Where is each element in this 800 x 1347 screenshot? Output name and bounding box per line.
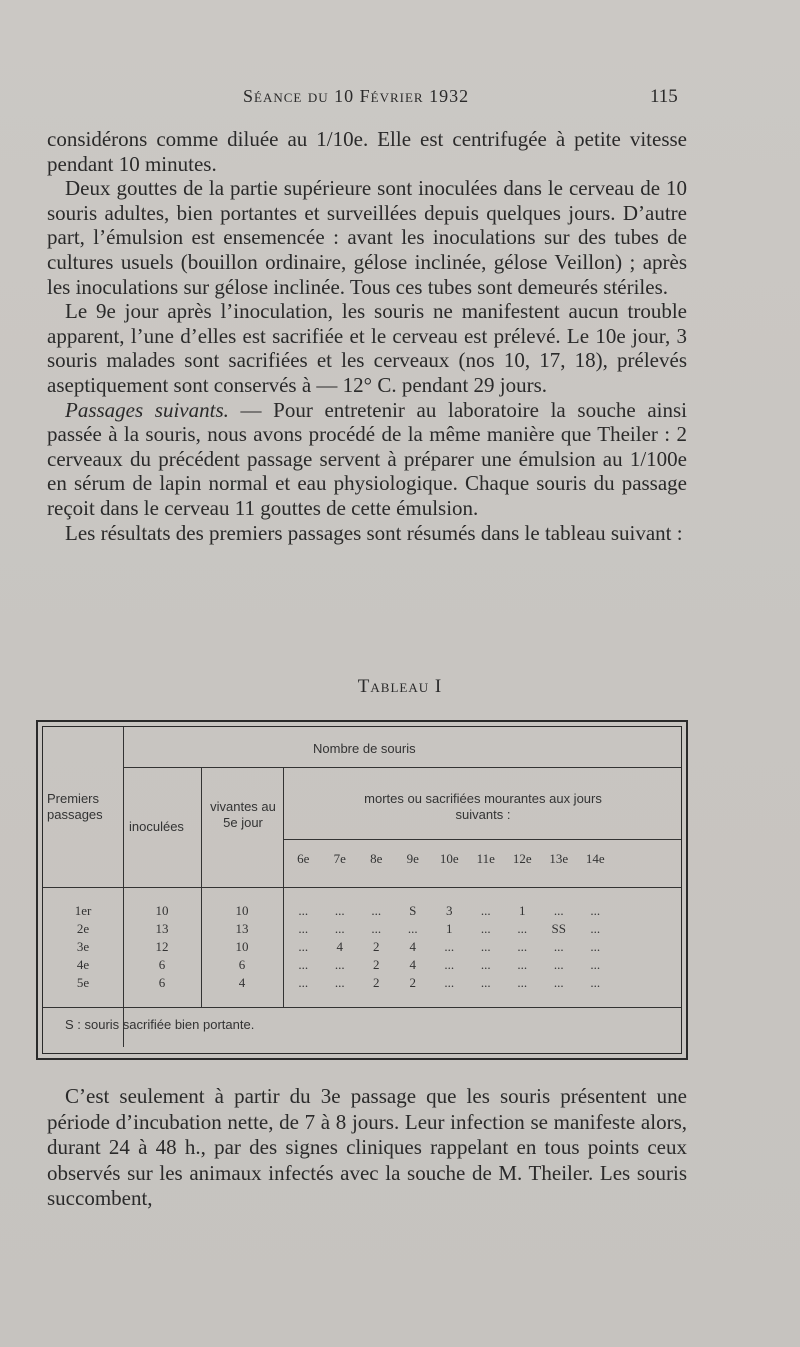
row-vivantes: 4 xyxy=(238,975,246,990)
body-text xyxy=(47,127,687,545)
paragraph-5: Les résultats des premiers passages sont résumés dans le tableau suivant : xyxy=(65,520,683,545)
row-day-value: ... xyxy=(444,939,455,954)
row-vivantes: 13 xyxy=(235,921,249,936)
row-day-value: ... xyxy=(480,957,491,972)
row-day-value: 4 xyxy=(336,939,343,954)
paragraph-4 xyxy=(47,398,687,521)
row-vivantes: 10 xyxy=(235,939,249,954)
row-day-value: ... xyxy=(553,975,564,990)
table-caption: Tableau I xyxy=(357,676,443,697)
day-header: 10e xyxy=(439,851,459,866)
row-day-value: ... xyxy=(298,957,309,972)
row-passage: 3e xyxy=(76,939,90,954)
col-passages-header: Premiers passages xyxy=(47,791,103,822)
day-header: 6e xyxy=(297,851,310,866)
row-day-value: ... xyxy=(480,975,491,990)
row-day-value: 1 xyxy=(446,921,453,936)
row-inoculees: 10 xyxy=(155,903,169,918)
col-inoculees-header: inoculées xyxy=(129,819,184,834)
table-footnote: S : souris sacrifiée bien portante. xyxy=(65,1017,255,1032)
row-passage: 2e xyxy=(76,921,90,936)
row-day-value: ... xyxy=(517,921,528,936)
row-day-value: ... xyxy=(590,975,601,990)
row-day-value: ... xyxy=(553,957,564,972)
results-table-inner xyxy=(42,726,682,1054)
col-mortes-header: mortes ou sacrifiées mourantes aux jours suivants : xyxy=(364,791,602,822)
row-day-value: 4 xyxy=(409,939,416,954)
row-day-value: ... xyxy=(298,921,309,936)
row-day-value: 1 xyxy=(519,903,526,918)
running-head xyxy=(0,86,800,114)
day-header: 13e xyxy=(549,851,569,866)
row-day-value: ... xyxy=(334,903,345,918)
after-paragraph-1: C’est seulement à partir du 3e passage que les souris présentent une période d’incubation nette, de 7 à 8 jours. Leur infection se manifeste alors, durant 24 à 48 h., par des signes cliniques rappelant en tous points ceux observés sur les animaux infectés avec la souche de M. Theiler. Les souris succombent, xyxy=(47,1084,687,1210)
row-day-value: ... xyxy=(480,903,491,918)
row-passage: 5e xyxy=(76,975,90,990)
row-day-value: 3 xyxy=(446,903,453,918)
row-day-value: ... xyxy=(298,975,309,990)
section-lead: Passages suivants. xyxy=(65,397,229,422)
paragraph-2: Deux gouttes de la partie supérieure sont inoculées dans le cerveau de 10 souris adultes, bien portantes et surveillées depuis quelques jours. D’autre part, l’émulsion est ensemencée : avant les inoculations sur des tubes de cultures usuels (bouillon ordinaire, gélose inclinée, gélose Veillon) ; après les inoculations sur gélose inclinée. Tous ces tubes sont demeurés stériles. xyxy=(47,176,687,299)
row-day-value: 4 xyxy=(409,957,416,972)
row-day-value: ... xyxy=(480,939,491,954)
row-day-value: ... xyxy=(334,957,345,972)
row-inoculees: 12 xyxy=(155,939,169,954)
after-text xyxy=(47,1084,687,1212)
row-inoculees: 6 xyxy=(158,957,166,972)
running-head-title: Séance du 10 Février 1932 xyxy=(243,86,470,106)
paragraph-4-rest: — Pour entretenir au laboratoire la souche ainsi passée à la souris, nous avons procédé de la même manière que Theiler : 2 cerveaux du précédent passage servent à préparer une émulsion au 1/100e en sérum de lapin normal et eau physiologique. Chaque souris du passage reçoit dans le cerveau 11 gouttes de cette émulsion. xyxy=(47,397,688,520)
day-header: 12e xyxy=(512,851,532,866)
row-inoculees: 6 xyxy=(158,975,166,990)
rule-under-header xyxy=(43,887,681,888)
day-header: 7e xyxy=(333,851,346,866)
row-vivantes: 6 xyxy=(238,957,246,972)
row-day-value: ... xyxy=(553,939,564,954)
day-header: 9e xyxy=(406,851,419,866)
row-day-value: ... xyxy=(334,975,345,990)
rule-under-mortes xyxy=(284,839,681,840)
rule-above-footnote xyxy=(43,1007,681,1008)
row-passage: 1er xyxy=(74,903,92,918)
row-day-value: 2 xyxy=(409,975,416,990)
row-day-value: ... xyxy=(371,903,382,918)
day-header: 11e xyxy=(476,851,495,866)
row-day-value: S xyxy=(409,903,417,918)
paragraph-1: considérons comme diluée au 1/10e. Elle est centrifugée à petite vitesse pendant 10 minutes. xyxy=(47,127,687,176)
results-table xyxy=(36,720,688,1060)
row-day-value: ... xyxy=(444,957,455,972)
row-day-value: ... xyxy=(334,921,345,936)
row-day-value: ... xyxy=(590,903,601,918)
row-day-value: ... xyxy=(298,939,309,954)
row-day-value: ... xyxy=(590,939,601,954)
row-day-value: ... xyxy=(517,975,528,990)
row-day-value: ... xyxy=(480,921,491,936)
row-day-value: ... xyxy=(590,921,601,936)
row-day-value: ... xyxy=(407,921,418,936)
row-day-value: ... xyxy=(517,939,528,954)
row-passage: 4e xyxy=(76,957,90,972)
row-day-value: ... xyxy=(553,903,564,918)
row-inoculees: 13 xyxy=(155,921,169,936)
day-header: 8e xyxy=(370,851,383,866)
row-day-value: 2 xyxy=(373,939,380,954)
row-day-value: ... xyxy=(444,975,455,990)
row-day-value: ... xyxy=(590,957,601,972)
row-day-value: SS xyxy=(551,921,566,936)
row-day-value: ... xyxy=(298,903,309,918)
row-day-value: ... xyxy=(371,921,382,936)
paragraph-3: Le 9e jour après l’inoculation, les souris ne manifestent aucun trouble apparent, l’une d’elles est sacrifiée et le cerveau est prélevé. Le 10e jour, 3 souris malades sont sacrifiées et les cerveaux (nos 10, 17, 18), prélevés aseptiquement sont conservés à — 12° C. pendant 29 jours. xyxy=(47,299,687,397)
rule-under-group xyxy=(124,767,681,768)
row-day-value: ... xyxy=(517,957,528,972)
page-number: 115 xyxy=(650,86,678,107)
row-vivantes: 10 xyxy=(235,903,249,918)
col-vivantes-header: vivantes au 5e jour xyxy=(210,799,276,830)
day-header: 14e xyxy=(585,851,605,866)
row-day-value: 2 xyxy=(373,957,380,972)
group-header: Nombre de souris xyxy=(313,741,416,756)
row-day-value: 2 xyxy=(373,975,380,990)
